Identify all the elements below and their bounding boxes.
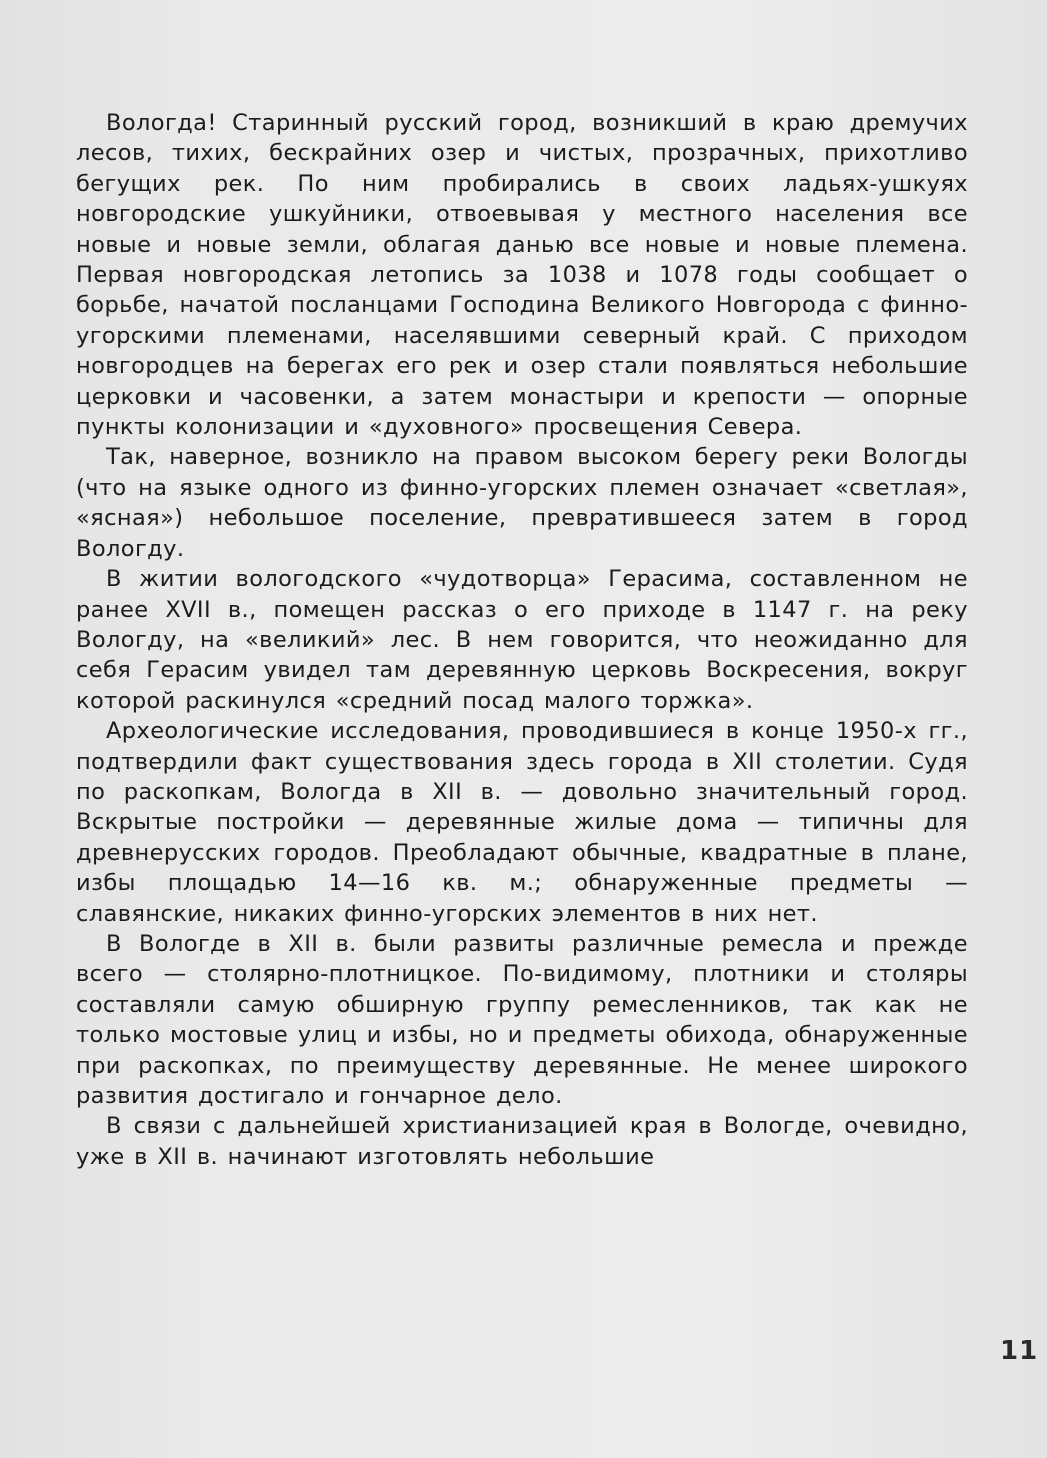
paragraph: Вологда! Старинный русский город, возникший в краю дремучих лесов, тихих, бескрайних озер и чистых, прозрачных, прихотливо бегущих рек. По ним пробирались в своих ладьях-ушкуях новгородские ушкуйники, отвоевывая у местного населения все новые и новые земли, облагая данью все новые и новые племена. Первая новгородская летопись за 1038 и 1078 годы сообщает о борьбе, начатой посланцами Господина Великого Новгорода с финно-угорскими племенами, населявшими северный край. С приходом новгородцев на берегах его рек и озер стали появляться небольшие церковки и часовенки, а затем монастыри и крепости — опорные пункты колонизации и «духовного» просвещения Севера. [76, 110, 968, 441]
body-text [76, 108, 968, 1172]
paragraph: В житии вологодского «чудотворца» Герасима, составленном не ранее XVII в., помещен рассказ о его приходе в 1147 г. на реку Вологду, на «великий» лес. В нем говорится, что неожиданно для себя Герасим увидел там деревянную церковь Воскресения, вокруг которой раскинулся «средний посад малого торжка». [76, 566, 968, 714]
paragraph: В связи с дальнейшей христианизацией края в Вологде, очевидно, уже в XII в. начинают изготовлять небольшие [76, 1113, 968, 1170]
paragraph: Так, наверное, возникло на правом высоком берегу реки Вологды (что на языке одного из финно-угорских племен означает «светлая», «ясная») небольшое поселение, превратившееся затем в город Вологду. [76, 444, 968, 562]
paragraph: В Вологде в XII в. были развиты различные ремесла и прежде всего — столярно-плотницкое. По-видимому, плотники и столяры составляли самую обширную группу ремесленников, так как не только мостовые улиц и избы, но и предметы обихода, обнаруженные при раскопках, по преимуществу деревянные. Не менее широкого развития достигало и гончарное дело. [76, 930, 968, 1109]
paragraph: Археологические исследования, проводившиеся в конце 1950-х гг., подтвердили факт существования здесь города в XII столетии. Судя по раскопкам, Вологда в XII в. — довольно значительный город. Вскрытые постройки — деревянные жилые дома — типичны для древнерусских городов. Преобладают обычные, квадратные в плане, избы площадью 14—16 кв. м.; обнаруженные предметы — славянские, никаких финно-угорских элементов в них нет. [76, 718, 968, 927]
page-number: 11 [1000, 1336, 1039, 1366]
